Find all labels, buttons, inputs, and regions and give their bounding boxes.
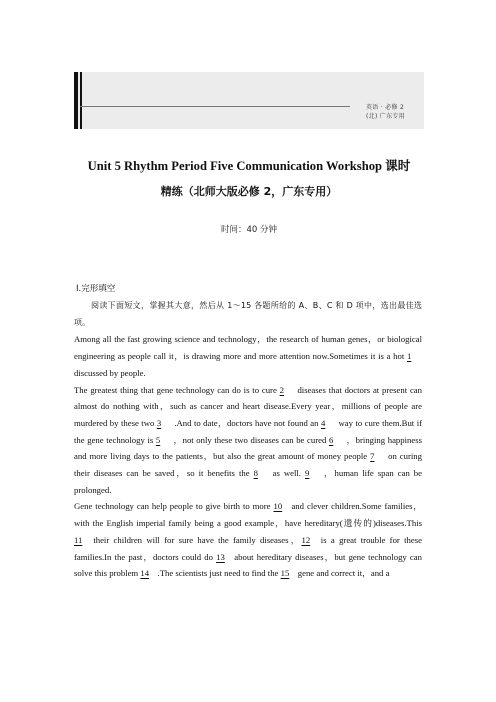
blank-12: 12 bbox=[301, 534, 311, 545]
paragraph-1 bbox=[74, 331, 422, 381]
blank-4: 4 bbox=[320, 417, 326, 428]
text-run: Among all the fast growing science and technology，the research of human genes，or biological engineering as people call it，is drawing more and more attention now.Sometimes it is a hot bbox=[74, 334, 422, 362]
text-run: their children will for sure have the family diseases， bbox=[89, 534, 302, 545]
header-tag bbox=[366, 103, 422, 121]
blank-15: 15 bbox=[280, 568, 290, 579]
text-run: as well. bbox=[268, 468, 305, 479]
blank-11: 11 bbox=[74, 534, 83, 545]
blank-3: 3 bbox=[156, 417, 162, 428]
text-run: ，bringing happiness and more living days to the patients，but also the great amount of money people bbox=[74, 434, 422, 462]
instructions: 阅读下面短文，掌握其大意，然后从 1～15 各题所给的 A、B、C 和 D 项中，选出最佳选项。 bbox=[74, 301, 422, 327]
blank-2: 2 bbox=[279, 384, 284, 395]
blank-13: 13 bbox=[216, 551, 225, 562]
paragraph-3 bbox=[74, 498, 422, 582]
header-bar bbox=[74, 72, 78, 129]
text-run: discussed by people. bbox=[74, 367, 146, 378]
passage-body bbox=[74, 298, 422, 582]
blank-7: 7 bbox=[370, 451, 375, 462]
page-title bbox=[74, 153, 424, 205]
blank-5: 5 bbox=[155, 434, 161, 445]
header-bar-thin bbox=[80, 72, 82, 129]
section-heading: Ⅰ.完形填空 bbox=[76, 284, 116, 294]
blank-1: 1 bbox=[407, 351, 412, 362]
text-run: Gene technology can help people to give birth to more bbox=[74, 501, 274, 512]
time-limit: 时间：40 分钟 bbox=[220, 225, 278, 235]
text-run: ，human life span can be prolonged. bbox=[74, 468, 422, 495]
header-tag-line1: 英语 · 必修 2 bbox=[366, 104, 405, 111]
title-line1: Unit 5 Rhythm Period Five Communication Workshop 课时 bbox=[87, 159, 411, 173]
paragraph-2 bbox=[74, 382, 422, 499]
header-tag-line2: (北) 广东专用 bbox=[366, 113, 405, 120]
text-run: gene and correct it，and a bbox=[295, 568, 390, 579]
text-run: way to cure them.But if the gene technology is bbox=[74, 417, 422, 445]
text-run: diseases that doctors at present can almost do nothing with，such as cancer and heart disease.Every year，millions of people are murdered by these two bbox=[74, 384, 422, 428]
blank-8: 8 bbox=[253, 468, 258, 479]
header-rule bbox=[80, 106, 350, 107]
text-run: and clever children.Some families，with the English imperial family being a good example，have hereditary(遗传的)diseases.This bbox=[74, 501, 422, 529]
text-run: .The scientists just need to find the bbox=[155, 568, 281, 579]
text-run: The greatest thing that gene technology can do is to cure bbox=[74, 384, 280, 395]
text-run: on curing their diseases can be saved，so it benefits the bbox=[74, 451, 422, 479]
text-run: about hereditary diseases，but gene technology can solve this problem bbox=[74, 551, 422, 579]
blank-6: 6 bbox=[328, 434, 334, 445]
blank-9: 9 bbox=[305, 468, 310, 479]
text-run: .And to date，doctors have not found an bbox=[171, 417, 321, 428]
text-run: is a great trouble for these families.In the past，doctors could do bbox=[74, 534, 422, 562]
blank-10: 10 bbox=[273, 501, 283, 512]
text-run: ，not only these two diseases can be cured bbox=[170, 434, 329, 445]
blank-14: 14 bbox=[140, 568, 150, 579]
title-line2: 精练（北师大版必修 2，广东专用） bbox=[160, 185, 338, 198]
